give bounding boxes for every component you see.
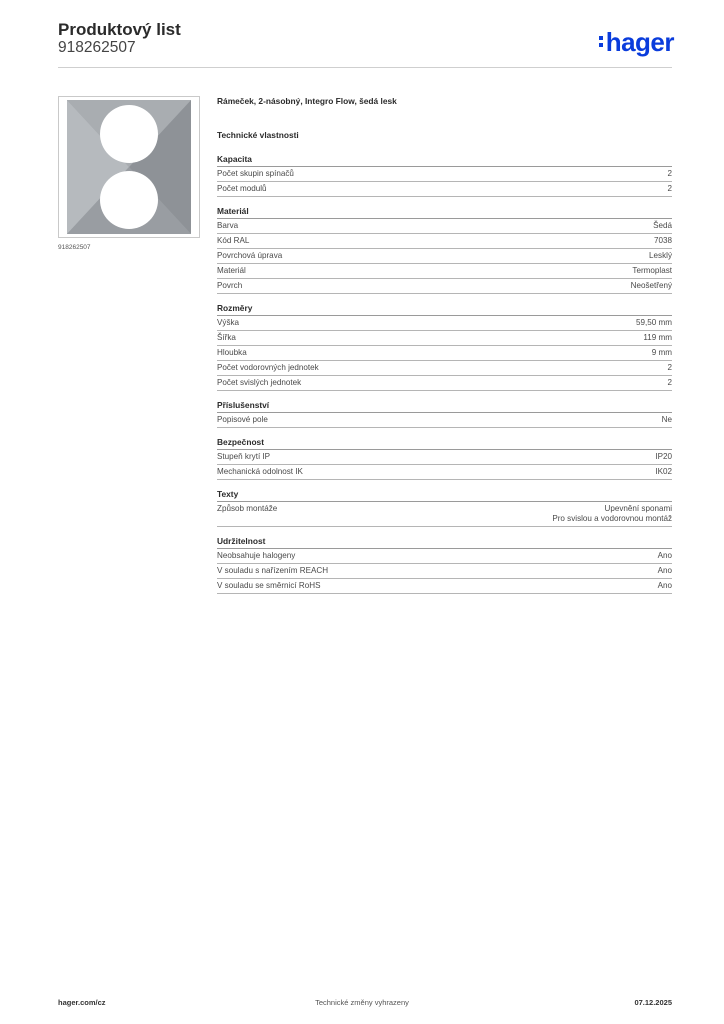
spec-group xyxy=(217,206,672,294)
spec-label: Počet modulů xyxy=(217,184,267,193)
spec-value xyxy=(636,318,672,328)
product-name: Rámeček, 2-násobný, Integro Flow, šedá lesk xyxy=(217,96,397,106)
spec-label: Počet svislých jednotek xyxy=(217,378,302,387)
spec-group xyxy=(217,489,672,527)
spec-value-line: IK02 xyxy=(655,467,672,476)
footer-website[interactable]: hager.com/cz xyxy=(58,998,106,1007)
spec-row xyxy=(217,502,672,527)
footer-disclaimer: Technické změny vyhrazeny xyxy=(315,998,409,1007)
spec-value-line: Pro svislou a vodorovnou montáž xyxy=(552,514,672,523)
spec-value xyxy=(649,251,672,261)
spec-label: V souladu s nařízením REACH xyxy=(217,566,329,575)
spec-row xyxy=(217,465,672,480)
spec-group xyxy=(217,303,672,391)
spec-value-line: 7038 xyxy=(653,236,672,245)
spec-label: Popisové pole xyxy=(217,415,268,424)
group-title: Rozměry xyxy=(217,303,672,316)
spec-value xyxy=(653,221,672,231)
double-frame-icon xyxy=(59,97,199,237)
spec-value-line: IP20 xyxy=(655,452,672,461)
spec-row xyxy=(217,376,672,391)
spec-label: Neobsahuje halogeny xyxy=(217,551,296,560)
spec-value-line: Ano xyxy=(657,551,672,560)
spec-label: Šířka xyxy=(217,333,236,342)
spec-value-line: Termoplast xyxy=(632,266,672,275)
spec-value-line: Ano xyxy=(657,566,672,575)
product-number: 918262507 xyxy=(58,39,136,56)
spec-value xyxy=(667,169,672,179)
spec-row xyxy=(217,564,672,579)
spec-value xyxy=(667,378,672,388)
footer-date: 07.12.2025 xyxy=(634,998,672,1007)
spec-row xyxy=(217,182,672,197)
spec-label: Výška xyxy=(217,318,240,327)
spec-value-line: 2 xyxy=(667,169,672,178)
spec-content xyxy=(217,96,672,603)
spec-group xyxy=(217,536,672,594)
spec-value xyxy=(658,581,672,591)
logo-colon-icon xyxy=(599,33,604,50)
spec-label: Povrchová úprava xyxy=(217,251,283,260)
spec-group xyxy=(217,400,672,428)
spec-value xyxy=(667,363,672,373)
spec-row xyxy=(217,264,672,279)
group-title: Texty xyxy=(217,489,672,502)
spec-value-line: 2 xyxy=(667,363,672,372)
spec-value xyxy=(643,333,672,343)
spec-label: Hloubka xyxy=(217,348,247,357)
spec-value-line: Upevnění sponami xyxy=(604,504,672,513)
spec-row xyxy=(217,361,672,376)
spec-value-line: 2 xyxy=(667,378,672,387)
logo-text: hager xyxy=(605,27,674,57)
spec-label: Povrch xyxy=(217,281,243,290)
spec-row xyxy=(217,167,672,182)
spec-label: Způsob montáže xyxy=(217,504,278,513)
spec-row xyxy=(217,249,672,264)
section-title: Technické vlastnosti xyxy=(217,130,299,140)
spec-label: Barva xyxy=(217,221,239,230)
group-title: Materiál xyxy=(217,206,672,219)
spec-value-line: Neošetřený xyxy=(630,281,672,290)
spec-value-line: 59,50 mm xyxy=(636,318,672,327)
spec-groups xyxy=(217,154,672,594)
spec-value-line: Šedá xyxy=(653,221,672,230)
spec-label: Počet vodorovných jednotek xyxy=(217,363,319,372)
spec-value-line: 9 mm xyxy=(651,348,672,357)
spec-group xyxy=(217,437,672,480)
spec-row xyxy=(217,279,672,294)
spec-value xyxy=(654,236,672,246)
spec-row xyxy=(217,346,672,361)
spec-value-line: Lesklý xyxy=(649,251,672,260)
spec-value-line: 119 mm xyxy=(643,333,672,342)
spec-row xyxy=(217,579,672,594)
spec-label: Stupeň krytí IP xyxy=(217,452,271,461)
hager-logo xyxy=(599,27,674,58)
spec-row xyxy=(217,549,672,564)
spec-row xyxy=(217,331,672,346)
group-title: Kapacita xyxy=(217,154,672,167)
spec-label: Materiál xyxy=(217,266,246,275)
group-title: Příslušenství xyxy=(217,400,672,413)
spec-group xyxy=(217,154,672,197)
group-title: Bezpečnost xyxy=(217,437,672,450)
spec-value xyxy=(652,348,672,358)
spec-label: Počet skupin spínačů xyxy=(217,169,294,178)
spec-label: Mechanická odolnost IK xyxy=(217,467,303,476)
product-image xyxy=(58,96,200,238)
spec-value xyxy=(658,551,672,561)
spec-row xyxy=(217,316,672,331)
spec-value xyxy=(631,281,672,291)
spec-row xyxy=(217,413,672,428)
spec-value xyxy=(552,504,672,524)
image-caption: 918262507 xyxy=(58,244,91,251)
spec-label: Kód RAL xyxy=(217,236,250,245)
spec-value xyxy=(662,415,672,425)
spec-value xyxy=(655,452,672,462)
header-divider xyxy=(58,67,672,68)
spec-value xyxy=(632,266,672,276)
spec-value-line: 2 xyxy=(667,184,672,193)
group-title: Udržitelnost xyxy=(217,536,672,549)
spec-value xyxy=(658,566,672,576)
spec-row xyxy=(217,450,672,465)
page-title: Produktový list xyxy=(58,20,181,39)
spec-label: V souladu se směrnicí RoHS xyxy=(217,581,321,590)
spec-row xyxy=(217,219,672,234)
spec-value xyxy=(667,184,672,194)
spec-value-line: Ano xyxy=(657,581,672,590)
spec-value xyxy=(655,467,672,477)
spec-value-line: Ne xyxy=(661,415,672,424)
spec-row xyxy=(217,234,672,249)
